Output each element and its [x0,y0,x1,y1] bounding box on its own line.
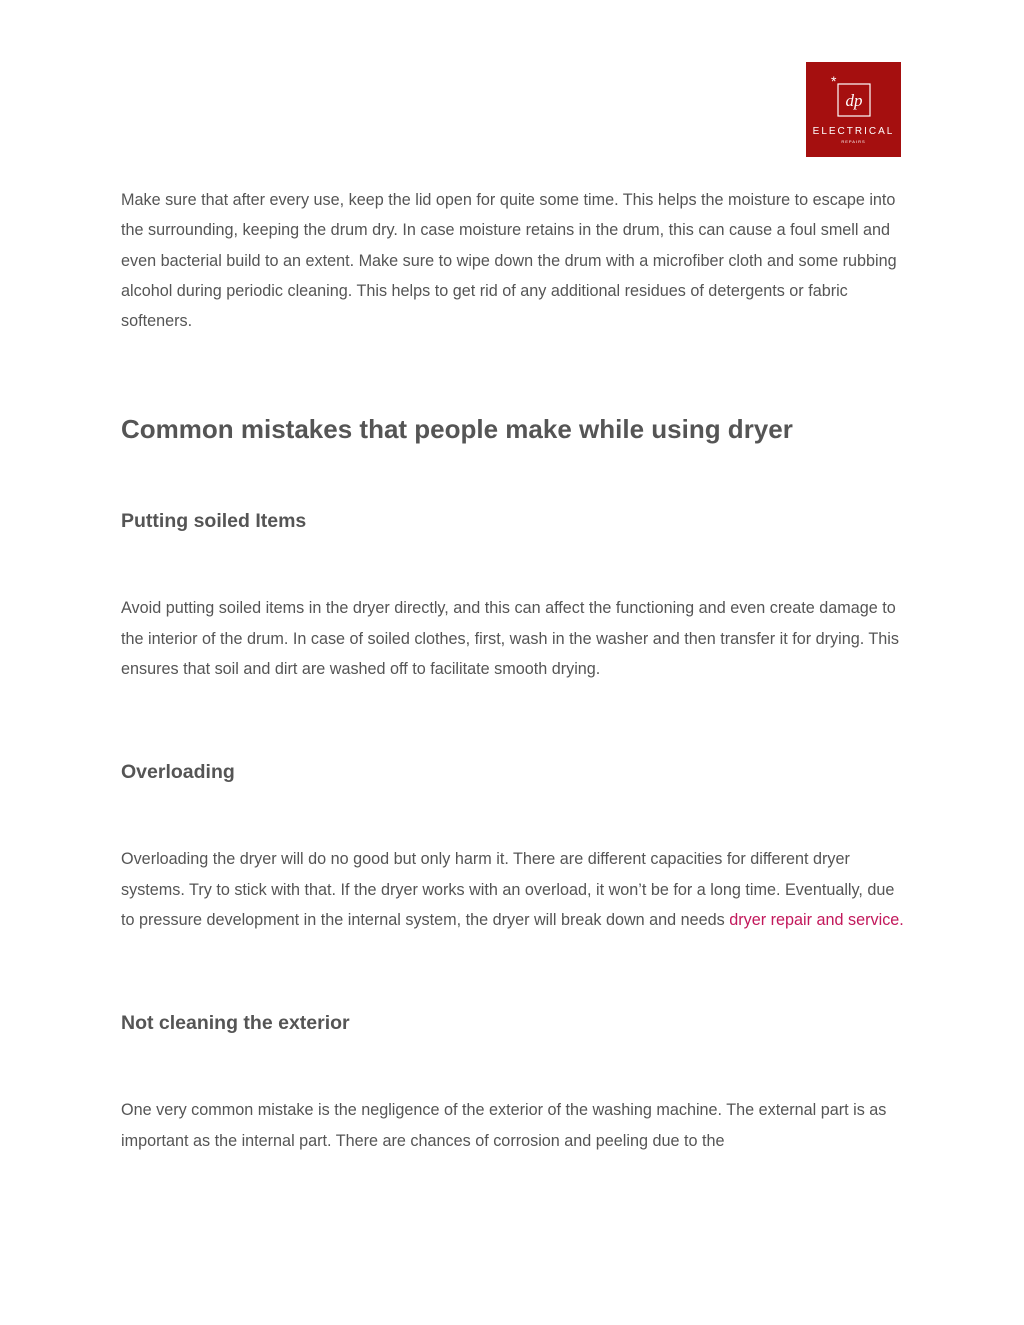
section-text-soiled-items: Avoid putting soiled items in the dryer directly, and this can affect the functioning and even create damage to the interior of the drum. In case of soiled clothes, first, wash in the washer and then transfer it for drying. This ensures that soil and dirt are washed off to facilitate smooth drying. [121,599,899,679]
dryer-repair-link[interactable]: dryer repair and service. [729,910,904,929]
logo-wordmark: ELECTRICAL [812,126,895,137]
company-logo [806,62,901,157]
logo-star: * [831,73,837,89]
logo-monogram: dp [845,91,863,110]
section-heading-soiled-items: Putting soiled Items [121,510,307,533]
logo-subtitle: REPAIRS [841,139,866,144]
section-heading-overloading: Overloading [121,761,235,784]
section-text-exterior: One very common mistake is the negligence of the exterior of the washing machine. The external part is as important as the internal part. There are chances of corrosion and peeling due to the [121,1101,887,1150]
main-heading: Common mistakes that people make while using dryer [121,414,793,445]
overloading-text: Overloading the dryer will do no good but only harm it. There are different capacities for different dryer systems. Try to stick with that. If the dryer works with an overload, it won’t be for a long time. Eventually, due to pressure development in the internal system, the dryer will break down and needs [121,850,895,929]
article-body [121,185,906,1156]
section-text-overloading [121,844,906,935]
section-heading-exterior: Not cleaning the exterior [121,1012,350,1035]
intro-paragraph: Make sure that after every use, keep the lid open for quite some time. This helps the moisture to escape into the surrounding, keeping the drum dry. In case moisture retains in the drum, this can cause a foul smell and even bacterial build to an extent. Make sure to wipe down the drum with a microfiber cloth and some rubbing alcohol during periodic cleaning. This helps to get rid of any additional residues of detergents or fabric softeners. [121,191,897,331]
dp-monogram-icon [836,82,872,118]
